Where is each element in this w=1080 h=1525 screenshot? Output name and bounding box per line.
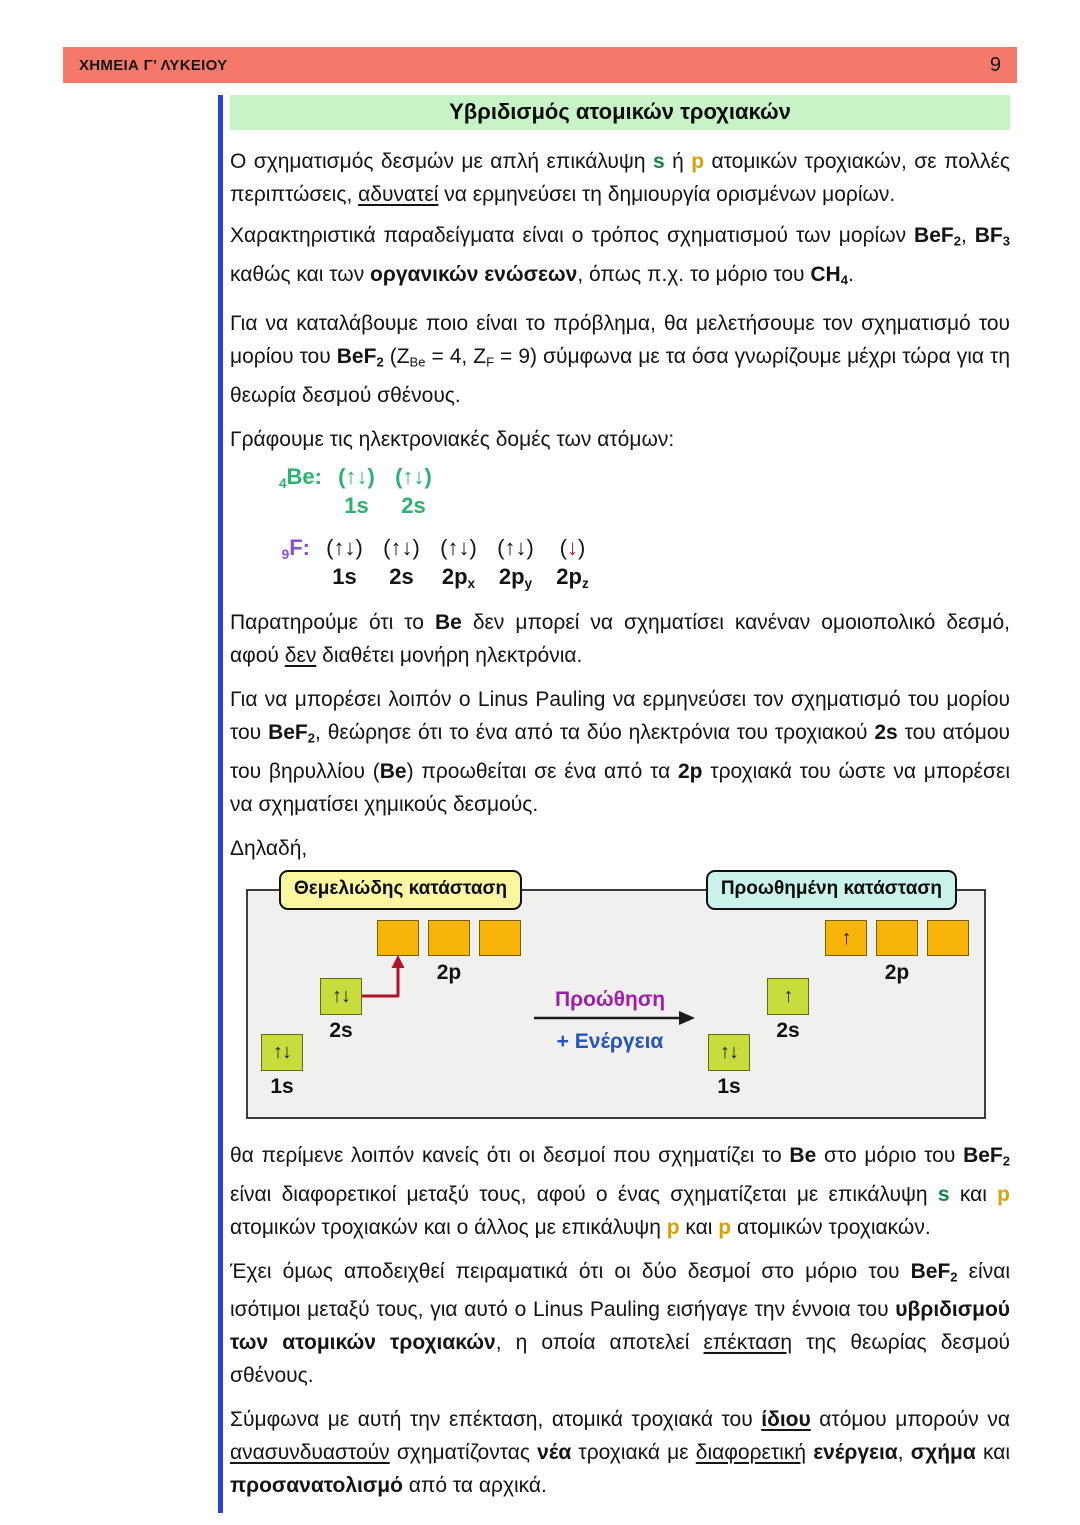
orbital-label: 2s [389, 563, 414, 589]
energy-label: + Ενέργεια [556, 1030, 664, 1053]
promotion-diagram [246, 878, 986, 1119]
orbital-label: 2px [441, 563, 476, 591]
orbital-label: 1s [344, 492, 369, 518]
orbital-box-2p2-ground [428, 920, 470, 956]
orbital-cell: (↑↓) [326, 534, 363, 560]
orbital-box-2p2-promoted [876, 920, 918, 956]
ground-state-label: Θεμελιώδης κατάσταση [279, 870, 522, 910]
be-symbol: $_4$Be: [278, 463, 322, 491]
f-symbol: $_9$F: [281, 534, 310, 562]
promotion-direction-arrow-icon [534, 1011, 695, 1025]
promotion-label: Προώθηση [554, 988, 666, 1011]
paragraph-expectation: θα περίμενε λοιπόν κανείς ότι οι δεσμοί που σχηματίζει το Be στο μόριο του BeF2 είναι διαφορετικοί μεταξύ τους, αφού ο ένας σχηματίζεται με επικάλυψη s και p ατομικών τροχιακών και ο άλλος με επικάλυψη p και p ατομικών τροχιακών. [230, 1144, 1010, 1239]
orbital-label-2p-promoted: 2p [884, 961, 910, 984]
promoted-state-label: Προωθημένη κατάσταση [706, 870, 957, 910]
orbital-label: 2s [401, 492, 426, 518]
orbital-cell: (↑↓) [383, 534, 420, 560]
orbital-box-2s-ground: ↑↓ [320, 978, 362, 1015]
orbital-cell: (↓) [559, 534, 586, 560]
orbital-label-1s-promoted: 1s [717, 1075, 741, 1098]
orbital-label: 2py [498, 563, 533, 591]
orbital-label-1s-ground: 1s [270, 1075, 294, 1098]
be-orbital-row [258, 464, 1010, 491]
paragraph-experimental: Έχει όμως αποδειχθεί πειραματικά ότι οι δύο δεσμοί στο μόριο του BeF2 είναι ισότιμοι μεταξύ τους, για αυτό ο Linus Pauling εισήγαγε την έννοια του υβριδισμού των ατομικών τροχιακών, η οποία αποτελεί επέκταση της θεωρίας δεσμού σθένους. [230, 1259, 1010, 1388]
paragraph-extension: Σύμφωνα με αυτή την επέκταση, ατομικά τροχιακά του ίδιου ατόμου μπορούν να ανασυνδυαστούν σχηματίζοντας νέα τροχιακά με διαφορετική ενέργεια, σχήμα και προσανατολισμό από τα αρχικά. [230, 1408, 1010, 1498]
section-title: Υβριδισμός ατομικών τροχιακών [230, 95, 1010, 130]
paragraph-that-is: Δηλαδή, [230, 837, 308, 860]
orbital-cell: (↑↓) [497, 534, 534, 560]
orbital-label-2p-ground: 2p [436, 961, 462, 984]
header-course-title: ΧΗΜΕΙΑ Γ’ ΛΥΚΕΙΟΥ [79, 56, 228, 74]
paragraph-examples: Χαρακτηριστικά παραδείγματα είναι ο τρόπος σχηματισμού των μορίων BeF2, BF3 καθώς και των οργανικών ενώσεων, όπως π.χ. το μόριο του CH4. [230, 224, 1010, 288]
orbital-label: 1s [332, 563, 357, 589]
orbital-box-1s-ground: ↑↓ [261, 1034, 303, 1071]
paragraph-config-intro: Γράφουμε τις ηλεκτρονιακές δομές των ατόμων: [230, 427, 675, 451]
paragraph-bef2-study: Για να καταλάβουμε ποιο είναι το πρόβλημα, θα μελετήσουμε τον σχηματισμό του μορίου του BeF2 ($Z_{Be} = 4$, $Z_F = 9$) σύμφωνα με τα όσα γνωρίζουμε μέχρι τώρα για τη θεωρία δεσμού σθένους. [230, 312, 1011, 407]
paragraph-observation: Παρατηρούμε ότι το Be δεν μπορεί να σχηματίσει κανέναν ομοιοπολικό δεσμό, αφού δεν διαθέτει μονήρη ηλεκτρόνια. [230, 611, 1011, 668]
orbital-box-2p3-promoted [927, 920, 969, 956]
electron-config-f [258, 535, 1010, 591]
page-number: 9 [989, 53, 1001, 76]
electron-config-be [258, 464, 1010, 519]
orbital-label: 2pz [556, 563, 589, 591]
orbital-label-2s-promoted: 2s [776, 1019, 800, 1042]
orbital-box-2s-promoted: ↑ [767, 978, 809, 1015]
be-label-row [258, 493, 1010, 519]
f-orbital-row [258, 535, 1010, 562]
orbital-cell: (↑↓) [440, 534, 477, 560]
orbital-box-2p1-promoted: ↑ [825, 920, 867, 956]
paragraph-intro: Ο σχηματισμός δεσμών με απλή επικάλυψη s ή p ατομικών τροχιακών, σε πολλές περιπτώσεις, αδυνατεί να ερμηνεύσει τη δημιουργία ορισμένων μορίων. [230, 150, 1010, 206]
paragraph-pauling: Για να μπορέσει λοιπόν ο Linus Pauling να ερμηνεύσει τον σχηματισμό του μορίου του BeF2, θεώρησε ότι το ένα από τα δύο ηλεκτρόνια του τροχιακού 2s του ατόμου του βηρυλλίου (Be) προωθείται σε ένα από τα 2p τροχιακά του ώστε να μπορέσει να σχηματίσει χημικούς δεσμούς. [230, 688, 1011, 816]
orbital-box-1s-promoted: ↑↓ [708, 1034, 750, 1071]
orbital-cell: (↑↓) [395, 463, 432, 489]
orbital-label-2s-ground: 2s [329, 1019, 353, 1042]
content-column [218, 95, 1010, 1513]
orbital-box-2p1-ground [377, 920, 419, 956]
f-label-row [258, 564, 1010, 591]
page-header-bar [63, 47, 1017, 83]
orbital-cell: (↑↓) [338, 463, 375, 489]
orbital-box-2p3-ground [479, 920, 521, 956]
